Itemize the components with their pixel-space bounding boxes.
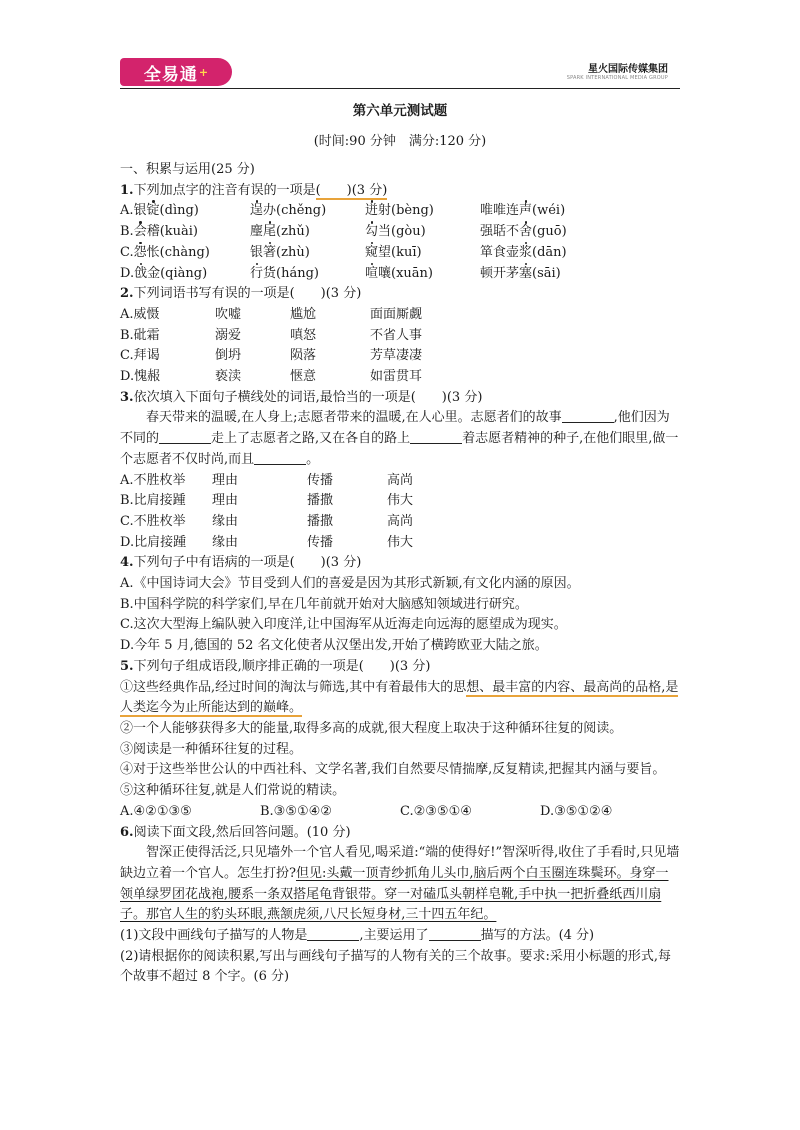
option-item: 伟大 — [387, 493, 414, 509]
option-text: A.银 — [120, 203, 147, 219]
brand-logo-text: 全易通 — [143, 64, 198, 85]
option-c: C.②③⑤①④ — [400, 803, 472, 819]
option-text: 货(háng) — [263, 265, 319, 281]
option-item: 芳草凄凄 — [370, 348, 423, 364]
emphasized-char: 窥 — [365, 244, 379, 260]
question-text: 下列句子组成语段,顺序排正确的一项是( )(3 分) — [133, 658, 431, 674]
option-text: 射(bèng) — [378, 203, 434, 219]
option-text: 金(qiàng) — [147, 265, 208, 281]
option-item: 如雷贯耳 — [370, 369, 423, 385]
fill-blank[interactable] — [410, 429, 462, 444]
fill-blank[interactable] — [159, 429, 211, 444]
option-text: (dān) — [532, 244, 567, 260]
option-item — [120, 243, 250, 264]
sentence-3: ③阅读是一种循环往复的过程。 — [120, 741, 303, 757]
option-text: B. — [120, 224, 134, 240]
sub-question-text: 描写的方法。(4 分) — [480, 928, 595, 944]
option-text: (zhǔ) — [276, 224, 310, 240]
emphasized-char: 勾 — [365, 224, 379, 240]
question-3-passage — [120, 408, 680, 470]
passage-text: 春天带来的温暖,在人身上;志愿者带来的温暖,在人心里。志愿者们的故事 — [146, 410, 562, 426]
emphasized-char: 戗 — [134, 265, 148, 281]
option-text: (zhù) — [276, 244, 310, 260]
sub-question-text: ,主要运用了 — [359, 928, 429, 944]
question-number: 4. — [120, 555, 134, 571]
option-item: 陨落 — [290, 348, 317, 364]
option-item: 亵渎 — [215, 369, 242, 385]
underlined-passage: 但见:头戴一顶青纱抓角儿头巾,脑后两个白玉圈连珠鬓环。身穿一领单绿罗团花战袍,腰系一条双搭尾龟背银带。穿一对磕瓜头朝样皂靴,手中执一把折叠纸西川扇子。那官人生的豹头环眼,燕颔虎须,八尺长短身材,三十四五年纪。 — [120, 865, 669, 923]
question-1-options — [120, 201, 680, 284]
option-row — [120, 222, 680, 243]
option-row — [120, 346, 680, 367]
option-item: 播撒 — [307, 513, 334, 529]
option-item — [480, 264, 620, 285]
option-row — [120, 471, 680, 492]
sub-question-text: (1)文段中画线句子描写的人物是 — [120, 928, 308, 944]
passage-text: 走上了志愿者之路,又在各自的路上 — [211, 431, 411, 447]
sub-question-2: (2)请根据你的阅读积累,写出与画线句子描写的人物有关的三个故事。要求:采用小标题的形式,每个故事不超过 8 个字。(6 分) — [120, 948, 672, 985]
sentence-text: 想、最丰富的内容、最高尚的品格,是人类迄今为止所能达到的巅峰。 — [120, 679, 679, 716]
option-text: (guō) — [532, 224, 567, 240]
brand-logo-plus: + — [198, 65, 209, 79]
option-item: 尴尬 — [290, 306, 317, 322]
question-5-stem — [120, 657, 680, 678]
option-item: B.砒霜 — [120, 327, 160, 343]
passage-text: 智深正使得活泛,只见墙外一个官人看见,喝采道:“端的使得好!”智深听得,收住了手看时,只见墙缺边立着一个官人。怎生打扮? — [120, 845, 680, 881]
option-text: 银 — [250, 244, 264, 260]
question-number: 6. — [120, 824, 134, 840]
option-a: A.④②①③⑤ — [120, 803, 192, 819]
publisher-mark — [567, 60, 668, 81]
option-item — [120, 264, 250, 285]
option-text: 顿开茅 — [480, 265, 520, 281]
emphasized-char: 塞 — [519, 265, 533, 281]
exam-page — [120, 100, 680, 988]
emphasized-char: 浆 — [519, 244, 533, 260]
option-item — [120, 222, 250, 243]
option-item: A.不胜枚举 — [120, 472, 186, 488]
emphasized-char: 舍 — [519, 224, 533, 240]
passage-text: 。 — [306, 451, 320, 467]
emphasized-char: 锭 — [146, 203, 160, 219]
option-text: 麈 — [250, 224, 264, 240]
option-item — [365, 243, 480, 264]
question-number: 3. — [120, 389, 134, 405]
option-row — [120, 367, 680, 388]
option-item: 高尚 — [387, 472, 414, 488]
question-6-stem — [120, 823, 680, 844]
option-item: 倒坍 — [215, 348, 242, 364]
sentence-4: ④对于这些举世公认的中西社科、文学名著,我们自然要尽情揣摩,反复精读,把握其内涵与要旨。 — [120, 762, 666, 778]
option-item: 缘由 — [212, 513, 239, 529]
option-item: D.比肩接踵 — [120, 534, 187, 550]
option-text: (dìng) — [159, 203, 199, 219]
emphasized-char: 逞 — [250, 203, 264, 219]
option-item: 传播 — [307, 534, 334, 550]
option-row — [120, 533, 680, 554]
option-text: 唯唯连 — [480, 203, 520, 219]
option-a: A.《中国诗词大会》节目受到人们的喜爱是因为其形式新颖,有文化内涵的原因。 — [120, 576, 580, 592]
option-d: D.③⑤①②④ — [540, 803, 613, 819]
option-item: 理由 — [212, 472, 239, 488]
option-text: D. — [120, 265, 135, 281]
option-row — [120, 201, 680, 222]
question-text: 下列句子中有语病的一项是( )(3 分) — [133, 555, 362, 571]
option-text: 强聒不 — [480, 224, 520, 240]
option-b: B.中国科学院的科学家们,早在几年前就开始对大脑感知领域进行研究。 — [120, 596, 528, 612]
option-text: 望(kuī) — [378, 244, 422, 260]
option-row — [120, 491, 680, 512]
passage-text: 着志愿者精神的种子,在他们眼里,做一个志愿者不仅时尚,而且 — [120, 431, 679, 467]
option-item: 伟大 — [387, 534, 414, 550]
question-text: 依次填入下面句子横线处的词语,最恰当的一项是( )(3 分) — [133, 389, 483, 405]
option-item — [365, 201, 480, 222]
section-heading: 一、积累与运用(25 分) — [120, 162, 255, 177]
question-text: 下列加点字的注音有误的一项是 — [133, 182, 316, 198]
question-6-passage — [120, 843, 680, 926]
option-d: D.今年 5 月,德国的 52 名文化使者从汉堡出发,开始了横跨欧亚大陆之旅。 — [120, 638, 548, 654]
option-row — [120, 264, 680, 285]
sentence-1 — [120, 678, 680, 719]
option-item: 高尚 — [387, 513, 414, 529]
question-number: 5. — [120, 658, 134, 674]
option-item: 缘由 — [212, 534, 239, 550]
option-item — [480, 201, 620, 222]
option-text: (sāi) — [532, 265, 561, 281]
sub-question-1 — [120, 926, 680, 947]
option-item: C.不胜枚举 — [120, 513, 186, 529]
sentence-text: ①这些经典作品,经过时间的淘汰与筛选,其中有着最伟大的思 — [120, 679, 467, 695]
option-item: 溺爱 — [215, 327, 242, 343]
question-3-options — [120, 471, 680, 554]
question-number: 2. — [120, 286, 134, 302]
option-item — [480, 243, 620, 264]
emphasized-char: 会 — [133, 224, 147, 240]
question-text: 下列词语书写有误的一项是( )(3 分) — [133, 286, 362, 302]
option-item — [250, 243, 365, 264]
option-item: 播撒 — [307, 493, 334, 509]
fill-blank[interactable] — [254, 450, 306, 465]
question-2-stem — [120, 284, 680, 305]
option-item — [120, 201, 250, 222]
option-text: 嚷(xuān) — [378, 265, 433, 281]
option-text: 稽(kuài) — [146, 224, 199, 240]
option-row — [120, 512, 680, 533]
question-text: 阅读下面文段,然后回答问题。(10 分) — [133, 824, 351, 840]
emphasized-char: 迸 — [365, 203, 379, 219]
option-row — [120, 305, 680, 326]
option-item — [365, 222, 480, 243]
question-5-options — [120, 802, 680, 823]
option-text: 办(chěng) — [263, 203, 327, 219]
page-title: 第六单元测试题 — [352, 103, 448, 119]
option-text: C. — [120, 244, 134, 260]
brand-logo — [120, 58, 232, 86]
option-item: 不省人事 — [370, 327, 423, 343]
option-item: A.威慑 — [120, 306, 160, 322]
exam-info: (时间:90 分钟 满分:120 分) — [313, 134, 487, 149]
option-item: B.比肩接踵 — [120, 493, 186, 509]
emphasized-char: 怨 — [133, 244, 147, 260]
option-b: B.③⑤①④② — [260, 803, 332, 819]
option-item — [365, 264, 480, 285]
option-text: (wéi) — [532, 203, 566, 219]
emphasized-char: 箸 — [263, 244, 277, 260]
question-3-stem — [120, 388, 680, 409]
option-item: 传播 — [307, 472, 334, 488]
passage-text: ,他们因为不同的 — [120, 410, 670, 447]
option-item — [250, 264, 365, 285]
option-item: D.愧赧 — [120, 369, 161, 385]
option-text: 怅(chàng) — [146, 244, 210, 260]
publisher-name: 星火国际传媒集团 — [588, 64, 668, 75]
option-item: 面面厮觑 — [370, 306, 423, 322]
header-rule — [120, 88, 680, 89]
option-item: 吹嘘 — [215, 306, 242, 322]
option-item: C.拜谒 — [120, 348, 160, 364]
question-2-options — [120, 305, 680, 388]
fill-blank[interactable] — [562, 408, 614, 423]
answer-bracket: ( )(3 分) — [315, 182, 388, 198]
publisher-subtitle: SPARK INTERNATIONAL MEDIA GROUP — [566, 75, 668, 81]
page-header — [0, 56, 800, 90]
option-item: 嗔怒 — [290, 327, 317, 343]
option-item: 惬意 — [290, 369, 317, 385]
emphasized-char: 声 — [519, 203, 533, 219]
option-row — [120, 326, 680, 347]
option-c: C.这次大型海上编队驶入印度洋,让中国海军从近海走向远海的愿望成为现实。 — [120, 617, 567, 633]
option-item: 理由 — [212, 493, 239, 509]
option-item — [480, 222, 620, 243]
option-item — [250, 222, 365, 243]
sentence-5: ⑤这种循环往复,就是人们常说的精读。 — [120, 783, 346, 799]
option-text: 箪食壶 — [480, 244, 520, 260]
emphasized-char: 尾 — [263, 224, 277, 240]
emphasized-char: 喧 — [365, 265, 379, 281]
option-item — [250, 201, 365, 222]
sentence-2: ②一个人能够获得多大的能量,取得多高的成就,很大程度上取决于这种循环往复的阅读。 — [120, 720, 623, 736]
option-row — [120, 243, 680, 264]
fill-blank[interactable] — [429, 926, 481, 941]
emphasized-char: 行 — [250, 265, 264, 281]
fill-blank[interactable] — [307, 926, 359, 941]
question-number: 1. — [120, 182, 134, 198]
question-1-stem — [120, 181, 680, 202]
question-4-stem — [120, 553, 680, 574]
option-text: 当(gòu) — [378, 224, 426, 240]
